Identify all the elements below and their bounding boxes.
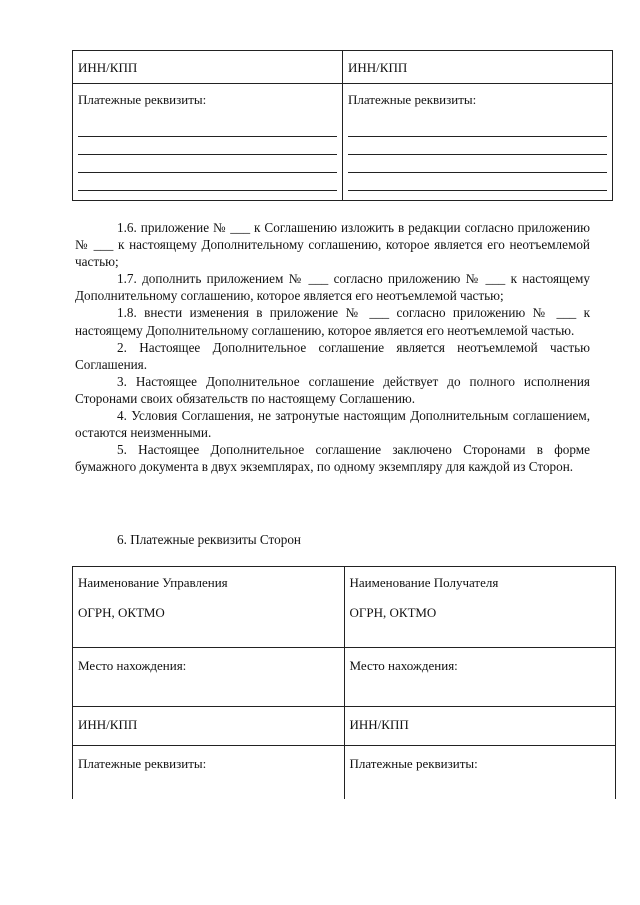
inn-cell-left (73, 707, 345, 746)
inn-label-left: ИНН/КПП (78, 60, 138, 75)
recipient-name-label: Наименование Получателя (349, 575, 499, 590)
location-label-left: Место нахождения: (78, 658, 187, 673)
payment-cell-right (343, 84, 613, 201)
blank-line (78, 172, 337, 173)
paragraph-3: 3. Настоящее Дополнительное соглашение действует до полного исполнения Сторонами своих обязательств по настоящему Соглашению. (75, 373, 590, 406)
inn-cell-right (343, 51, 613, 84)
ogrn-label-left: ОГРН, ОКТМО (78, 605, 165, 620)
paragraph-1-6: 1.6. приложение № ___ к Соглашению изложить в редакции согласно приложению № ___ к настоящему Дополнительному соглашению, которое является его неотъемлемой частью; (75, 220, 590, 270)
requisites-table-top (72, 50, 613, 201)
section-6-heading: 6. Платежные реквизиты Сторон (117, 532, 301, 547)
paragraph-5: 5. Настоящее Дополнительное соглашение заключено Сторонами в форме бумажного документа в двух экземплярах, по одному экземпляру для каждой из Сторон. (75, 442, 590, 475)
payment-label-right: Платежные реквизиты: (349, 756, 478, 771)
table-row (73, 567, 616, 648)
ogrn-label-right: ОГРН, ОКТМО (349, 605, 437, 620)
name-cell-left (73, 567, 345, 648)
payment-label-left: Платежные реквизиты: (78, 756, 207, 771)
table-row (73, 746, 616, 800)
inn-label-right: ИНН/КПП (348, 60, 408, 75)
inn-label-left: ИНН/КПП (78, 717, 138, 732)
table-row (73, 51, 613, 84)
inn-cell-right (344, 707, 616, 746)
location-cell-right (344, 648, 616, 707)
blank-line (348, 172, 607, 173)
blank-line (78, 154, 337, 155)
payment-label-right: Платежные реквизиты: (348, 92, 477, 107)
inn-cell-left (73, 51, 343, 84)
payment-cell-left (73, 746, 345, 800)
paragraph-1-7: 1.7. дополнить приложением № ___ согласно приложению № ___ к настоящему Дополнительному соглашению, которое является его неотъемлемой частью; (75, 271, 590, 304)
paragraph-2: 2. Настоящее Дополнительное соглашение является неотъемлемой частью Соглашения. (75, 339, 590, 372)
agreement-body (75, 219, 590, 475)
payment-label-left: Платежные реквизиты: (78, 92, 207, 107)
table-row (73, 707, 616, 746)
requisites-table-parties (72, 566, 616, 799)
table-row (73, 84, 613, 201)
management-name-label: Наименование Управления (78, 575, 228, 590)
blank-line (78, 136, 337, 137)
inn-label-right: ИНН/КПП (349, 717, 409, 732)
name-cell-right (344, 567, 616, 648)
blank-line (348, 190, 607, 191)
paragraph-1-8: 1.8. внести изменения в приложение № ___ согласно приложению № ___ к настоящему Дополнительному соглашению, которое является его неотъемлемой частью. (75, 305, 590, 338)
blank-line (348, 154, 607, 155)
payment-cell-left (73, 84, 343, 201)
payment-cell-right (344, 746, 616, 800)
table-row (73, 648, 616, 707)
location-cell-left (73, 648, 345, 707)
location-label-right: Место нахождения: (349, 658, 458, 673)
blank-line (348, 136, 607, 137)
paragraph-4: 4. Условия Соглашения, не затронутые настоящим Дополнительным соглашением, остаются неизменными. (75, 408, 590, 441)
blank-line (78, 190, 337, 191)
